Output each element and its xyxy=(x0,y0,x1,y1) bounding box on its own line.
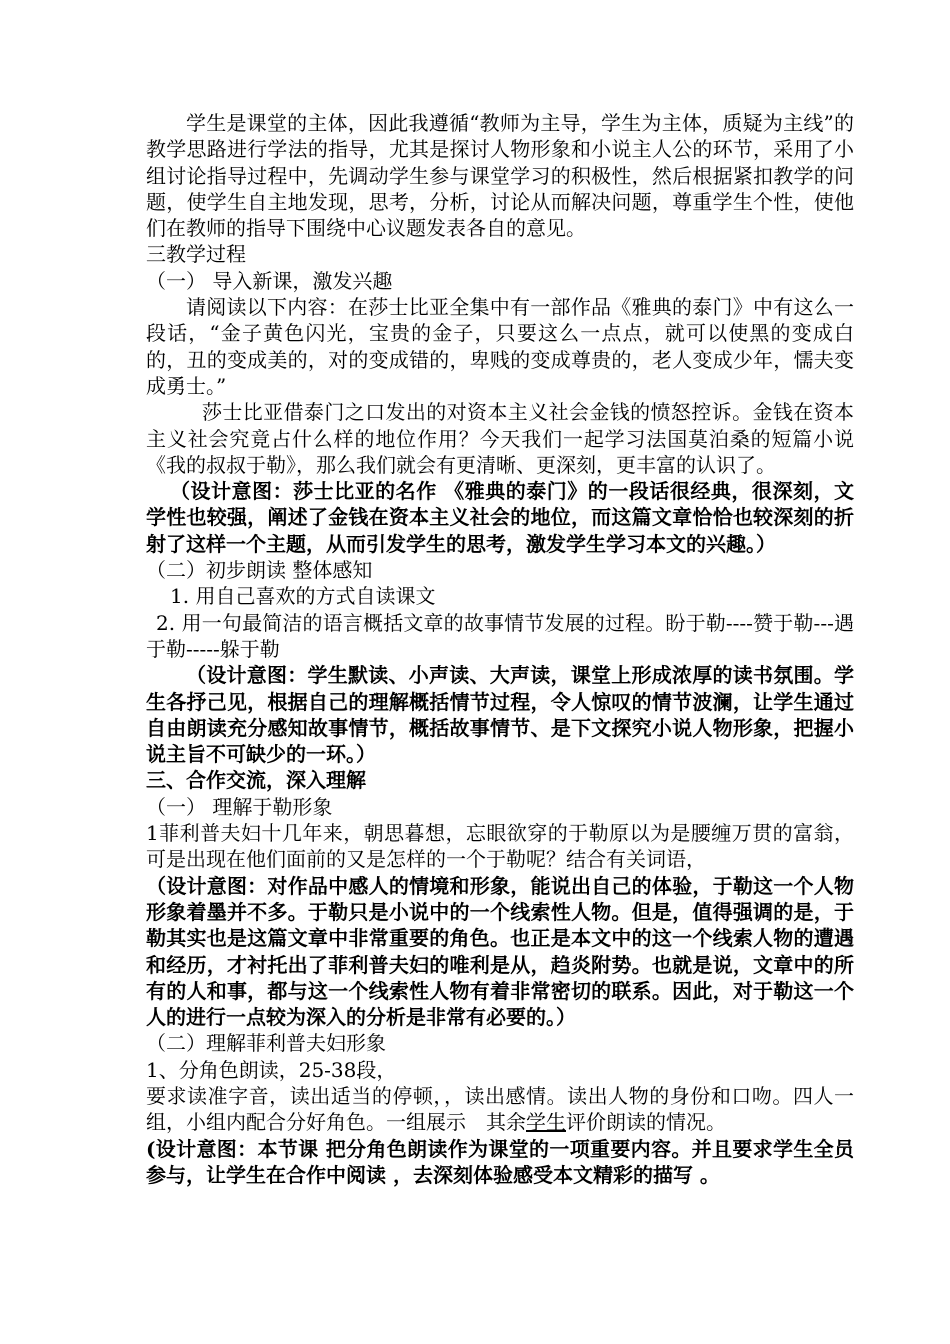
design-intent-2: （设计意图：学生默读、小声读、大声读，课堂上形成浓厚的读书氛围。学生各抒己见，根据自己的理解概括情节过程，令人惊叹的情节波澜，让学生通过自由朗读充分感知故事情节，概括故事情节、是下文探究小说人物形象，把握小说主旨不可缺少的一环。） xyxy=(146,663,854,767)
paragraph-student-subject: 学生是课堂的主体，因此我遵循“教师为主导，学生为主体，质疑为主线”的教学思路进行学法的指导，尤其是探讨人物形象和小说主人公的环节，采用了小组讨论指导过程中，先调动学生参与课堂学习的积极性，然后根据紧扣教学的问题，使学生自主地发现，思考，分析，讨论从而解决问题，尊重学生个性，使他们在教师的指导下围绕中心议题发表各自的意见。 xyxy=(146,111,854,241)
requirements-text: 要求读准字音，读出适当的停顿，，读出感情。读出人物的身份和口吻。四人一组，小组内配合分好角色。一组展示 其余 xyxy=(146,1083,854,1135)
paragraph-shakespeare-quote: 请阅读以下内容：在莎士比亚全集中有一部作品《雅典的泰门》中有这么一段话，“金子黄色闪光，宝贵的金子，只要这么一点点，就可以使黑的变成白的，丑的变成美的，对的变成错的，卑贱的变成尊贵的，老人变成少年，懦夫变成勇士。” xyxy=(146,295,854,398)
design-intent-4: (设计意图：本节课 把分角色朗读作为课堂的一项重要内容。并且要求学生全员参与，让学生在合作中阅读 ，去深刻体验感受本文精彩的描写 。 xyxy=(146,1136,854,1187)
list-item-2: 2. 用一句最简洁的语言概括文章的故事情节发展的过程。盼于勒----赞于勒---遇于勒-----躲于勒 xyxy=(146,610,854,661)
design-intent-3: （设计意图：对作品中感人的情境和形象，能说出自己的体验，于勒这一个人物形象着墨并不多。于勒只是小说中的一个线索性人物。但是，值得强调的是，于勒其实也是这篇文章中非常重要的角色。也正是本文中的这一个线索人物的遭遇和经历，才衬托出了菲利普夫妇的唯利是从，趋炎附势。也就是说，文章中的所有的人和事，都与这一个线索性人物有着非常密切的联系。因此，对于勒这一个人的进行一点较为深入的分析是非常有必要的。） xyxy=(146,873,854,1030)
document-body xyxy=(146,110,854,1188)
paragraph-reading-requirements xyxy=(146,1083,854,1136)
heading-first-reading: （二）初步朗读 整体感知 xyxy=(146,558,373,583)
heading-yule-image: （一） 理解于勒形象 xyxy=(146,794,333,819)
paragraph-role-reading: 1、分角色朗读，25-38段， xyxy=(146,1057,397,1082)
heading-cooperation: 三、合作交流，深入理解 xyxy=(146,768,366,793)
heading-philippe-image: （二）理解菲利普夫妇形象 xyxy=(146,1031,386,1056)
heading-intro: （一） 导入新课，激发兴趣 xyxy=(146,268,393,293)
heading-teaching-process: 三教学过程 xyxy=(146,242,246,267)
underlined-word-student: 学生 xyxy=(526,1110,566,1135)
paragraph-money-critique: 莎士比亚借泰门之口发出的对资本主义社会金钱的愤怒控诉。金钱在资本主义社会究竟占什么样的地位作用？今天我们一起学习法国莫泊桑的短篇小说《我的叔叔于勒》，那么我们就会有更清晰、更深刻，更丰富的认识了。 xyxy=(146,400,854,477)
design-intent-1: （设计意图：莎士比亚的名作 《雅典的泰门》的一段话很经典，很深刻，文学性也较强，阐述了金钱在资本主义社会的地位，而这篇文章恰恰也较深刻的折射了这样一个主题，从而引发学生的思考，激发学生学习本文的兴趣。） xyxy=(146,479,854,556)
paragraph-yule-question: 1菲利普夫妇十几年来，朝思暮想，忘眼欲穿的于勒原以为是腰缠万贯的富翁，可是出现在他们面前的又是怎样的一个于勒呢？结合有关词语， xyxy=(146,821,854,872)
requirements-text-end: 评价朗读的情况。 xyxy=(566,1110,726,1135)
list-item-1: 1. 用自己喜欢的方式自读课文 xyxy=(170,584,436,609)
